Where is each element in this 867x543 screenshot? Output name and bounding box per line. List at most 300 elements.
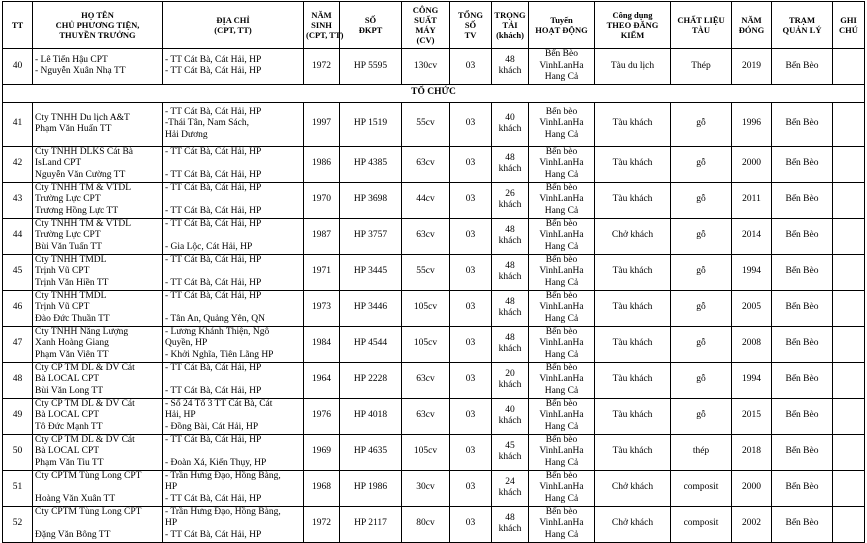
engine-power-cell <box>402 218 450 254</box>
cell-text: thép <box>692 446 710 457</box>
cell-line: Trường Lực CPT <box>35 194 101 205</box>
cell-text: 1964 <box>312 374 331 385</box>
note-cell <box>833 218 865 254</box>
cell-line: - Đoàn Xá, Kiến Thụy, HP <box>165 457 267 468</box>
registration-cell <box>340 254 402 290</box>
table-row <box>3 434 865 470</box>
row-number <box>3 362 33 398</box>
cell-text: 52 <box>12 518 23 529</box>
owner-cell <box>33 506 163 542</box>
address-cell <box>163 146 304 182</box>
cell-line: 48 <box>505 332 515 343</box>
note-cell <box>833 470 865 506</box>
owner-cell <box>33 254 163 290</box>
route-cell <box>529 254 595 290</box>
cell-line: Bến bèo <box>545 398 578 409</box>
engine-power-cell <box>402 49 450 85</box>
route-cell <box>529 102 595 146</box>
load-cell <box>492 102 529 146</box>
cell-line: Cty TNHH Năng Lượng <box>35 326 129 337</box>
material-cell <box>671 254 732 290</box>
cell-line: - TT Cát Bà, Cát Hải, HP <box>165 362 262 373</box>
cell-line: khách <box>498 524 522 534</box>
cell-text: 03 <box>465 338 476 349</box>
cell-line <box>35 482 160 494</box>
cell-line: Hải Dương <box>165 129 208 140</box>
build-year-cell <box>732 146 772 182</box>
load-cell <box>492 49 529 85</box>
cell-text: 63cv <box>416 230 435 241</box>
cell-line: Trường Lực CPT <box>35 230 101 241</box>
cell-text: Tàu khách <box>612 302 653 313</box>
build-year-cell <box>732 290 772 326</box>
build-year-cell <box>732 49 772 85</box>
table-row <box>3 470 865 506</box>
address-cell <box>163 506 304 542</box>
table-row <box>3 146 865 182</box>
cell-text: 2008 <box>742 338 761 349</box>
cell-line: khách <box>498 452 522 462</box>
crew-cell <box>450 398 492 434</box>
load-cell <box>492 326 529 362</box>
cell-text: Bến Bèo <box>785 158 819 169</box>
load-cell <box>492 398 529 434</box>
header-material: CHẤT LIỆU TÀU <box>671 2 732 49</box>
material-cell <box>671 146 732 182</box>
material-cell <box>671 434 732 470</box>
cell-line: Bến bèo <box>545 434 578 445</box>
cell-line: - TT Cát Bà, Cát Hải, HP <box>165 218 262 229</box>
cell-text: Bến Bèo <box>785 118 819 129</box>
note-cell <box>833 362 865 398</box>
cell-line: HP <box>165 482 178 493</box>
registration-cell <box>340 218 402 254</box>
cell-text: 2000 <box>742 482 761 493</box>
row-number <box>3 146 33 182</box>
cell-line: Cty TNHH TMDL <box>35 290 107 301</box>
crew-cell <box>450 182 492 218</box>
load-cell <box>492 434 529 470</box>
cell-text: 45 <box>12 266 23 277</box>
cell-line: Bến bèo <box>545 506 578 517</box>
cell-line: Cty TNHH TMDL <box>35 254 107 265</box>
cell-line: Bến bèo <box>545 254 578 265</box>
table-row <box>3 506 865 542</box>
crew-cell <box>450 362 492 398</box>
cell-line: VinhLanHa <box>539 410 584 421</box>
material-cell <box>671 49 732 85</box>
build-year-cell <box>732 218 772 254</box>
note-cell <box>833 290 865 326</box>
route-cell <box>529 506 595 542</box>
birth-year-cell <box>304 470 340 506</box>
birth-year-cell <box>304 102 340 146</box>
row-number <box>3 102 33 146</box>
station-cell <box>772 254 833 290</box>
usage-cell <box>595 254 671 290</box>
usage-cell <box>595 146 671 182</box>
row-number <box>3 49 33 85</box>
route-cell <box>529 434 595 470</box>
cell-text: Bến Bèo <box>785 374 819 385</box>
note-cell <box>833 434 865 470</box>
route-cell <box>529 49 595 85</box>
cell-text: 1972 <box>312 60 331 71</box>
cell-line: Bà LOCAL CPT <box>35 410 100 421</box>
cell-line: - Trần Hưng Đạo, Hồng Bàng, <box>165 470 281 481</box>
address-cell <box>163 362 304 398</box>
crew-cell <box>450 470 492 506</box>
usage-cell <box>595 290 671 326</box>
cell-line: Trịnh Vũ CPT <box>35 302 90 313</box>
crew-cell <box>450 218 492 254</box>
cell-line: Tô Đức Mạnh TT <box>35 421 103 432</box>
cell-line: Trịnh Vũ CPT <box>35 266 90 277</box>
registration-cell <box>340 362 402 398</box>
table-row <box>3 102 865 146</box>
cell-text: 42 <box>12 158 23 169</box>
cell-line: - Nguyễn Xuân Nhạ TT <box>35 66 126 77</box>
table-row <box>3 182 865 218</box>
cell-text: 1984 <box>312 338 331 349</box>
usage-cell <box>595 326 671 362</box>
cell-text: HP 4385 <box>353 158 388 169</box>
load-cell <box>492 506 529 542</box>
cell-line: Trịnh Văn Hiền TT <box>35 277 109 288</box>
cell-line: Phạm Văn Viên TT <box>35 349 109 360</box>
build-year-cell <box>732 362 772 398</box>
cell-text: Chở khách <box>611 482 654 493</box>
cell-line: Phạm Văn Huấn TT <box>35 124 112 134</box>
birth-year-cell <box>304 398 340 434</box>
engine-power-cell <box>402 102 450 146</box>
birth-year-cell <box>304 506 340 542</box>
cell-line: Hải, HP <box>165 410 196 421</box>
cell-line: Hang Cả <box>544 457 579 468</box>
cell-text: 03 <box>465 194 476 205</box>
cell-text: HP 5595 <box>353 60 388 71</box>
cell-text: gỗ <box>696 266 706 277</box>
cell-text: 2000 <box>742 158 761 169</box>
cell-line: khách <box>498 200 522 210</box>
cell-text: gỗ <box>696 194 706 205</box>
address-cell <box>163 290 304 326</box>
cell-text: gỗ <box>696 230 706 241</box>
table-row <box>3 254 865 290</box>
cell-line: - TT Cát Bà, Cát Hải, HP <box>165 146 262 157</box>
usage-cell <box>595 470 671 506</box>
header-crew: TỔNG SỐ TV <box>450 2 492 49</box>
cell-text: 03 <box>465 518 476 529</box>
header-engine-power: CÔNG SUẤT MÁY (CV) <box>402 2 450 49</box>
note-cell <box>833 254 865 290</box>
owner-cell <box>33 146 163 182</box>
cell-line: khách <box>498 416 522 426</box>
cell-line: Bến bèo <box>545 106 578 117</box>
station-cell <box>772 326 833 362</box>
cell-line: Cty TNHH DLKS Cát Bà <box>35 146 133 157</box>
birth-year-cell <box>304 49 340 85</box>
cell-text: 03 <box>465 482 476 493</box>
cell-line: Bà LOCAL CPT <box>35 446 100 457</box>
cell-line: - Lương Khánh Thiện, Ngô <box>165 326 270 337</box>
material-cell <box>671 102 732 146</box>
address-cell <box>163 102 304 146</box>
station-cell <box>772 434 833 470</box>
cell-text: 03 <box>465 446 476 457</box>
route-cell <box>529 146 595 182</box>
cell-line: - Trần Hưng Đạo, Hồng Bàng, <box>165 506 281 517</box>
cell-text: gỗ <box>696 374 706 385</box>
station-cell <box>772 49 833 85</box>
engine-power-cell <box>402 398 450 434</box>
cell-line: - Tân An, Quảng Yên, QN <box>165 313 265 324</box>
cell-line: Hang Cả <box>544 241 579 252</box>
cell-line <box>165 374 301 386</box>
material-cell <box>671 470 732 506</box>
cell-line: Hang Cả <box>544 72 579 82</box>
cell-text: 2018 <box>742 446 761 457</box>
cell-text: 130cv <box>413 60 438 71</box>
owner-cell <box>33 102 163 146</box>
cell-line: Bến bèo <box>545 290 578 301</box>
cell-text: 1996 <box>742 118 761 129</box>
group-row <box>3 84 865 102</box>
group-title: TỔ CHỨC <box>3 84 865 102</box>
crew-cell <box>450 290 492 326</box>
cell-line: Cty CPTM Tùng Long CPT <box>35 470 142 481</box>
owner-cell <box>33 362 163 398</box>
address-cell <box>163 49 304 85</box>
cell-line <box>165 230 301 242</box>
cell-text: Tàu du lịch <box>610 60 655 71</box>
cell-text: Bến Bèo <box>785 194 819 205</box>
cell-text: 51 <box>12 482 23 493</box>
owner-cell <box>33 326 163 362</box>
header-birth-year: NĂM SINH (CPT, TT) <box>304 2 340 49</box>
cell-text: HP 4018 <box>353 410 388 421</box>
cell-line: VinhLanHa <box>539 194 584 205</box>
cell-line: Bến bèo <box>545 362 578 373</box>
cell-line: - Lê Tiến Hậu CPT <box>35 54 108 65</box>
cell-line: VinhLanHa <box>539 230 584 241</box>
cell-line: 24 <box>505 476 515 487</box>
cell-text: 55cv <box>416 118 435 129</box>
cell-line: - TT Cát Bà, Cát Hải, HP <box>165 434 262 445</box>
cell-line: Cty CPTM Tùng Long CPT <box>35 506 142 517</box>
table-body <box>3 49 865 543</box>
cell-text: 03 <box>465 230 476 241</box>
load-cell <box>492 254 529 290</box>
cell-line: Nguyễn Văn Cường TT <box>35 169 126 180</box>
cell-text: HP 3445 <box>353 266 388 277</box>
registration-cell <box>340 434 402 470</box>
cell-text: 1986 <box>312 158 331 169</box>
cell-text: 03 <box>465 118 476 129</box>
owner-cell <box>33 398 163 434</box>
material-cell <box>671 290 732 326</box>
cell-text: 50 <box>12 446 23 457</box>
note-cell <box>833 102 865 146</box>
load-cell <box>492 182 529 218</box>
cell-text: composit <box>683 518 719 529</box>
row-number <box>3 254 33 290</box>
cell-text: Tàu khách <box>612 446 653 457</box>
row-number <box>3 290 33 326</box>
cell-text: Tàu khách <box>612 158 653 169</box>
cell-line: Bến bèo <box>545 326 578 337</box>
cell-text: 41 <box>12 118 23 129</box>
registration-cell <box>340 290 402 326</box>
row-number <box>3 182 33 218</box>
cell-line: - TT Cát Bà, Cát Hải, HP <box>165 182 262 193</box>
build-year-cell <box>732 398 772 434</box>
cell-line: - Khởi Nghĩa, Tiên Lãng HP <box>165 349 274 360</box>
birth-year-cell <box>304 434 340 470</box>
cell-text: 1968 <box>312 482 331 493</box>
header-owner: HỌ TÊN CHỦ PHƯƠNG TIỆN, THUYỀN TRƯỞNG <box>33 2 163 49</box>
cell-line: Bến bèo <box>545 182 578 193</box>
cell-line: 48 <box>505 152 515 163</box>
cell-line: - TT Cát Bà, Cát Hải, HP <box>165 106 262 117</box>
birth-year-cell <box>304 290 340 326</box>
cell-line: Bùi Văn Long TT <box>35 385 103 396</box>
cell-text: 105cv <box>413 338 438 349</box>
cell-line <box>165 158 301 170</box>
cell-text: composit <box>683 482 719 493</box>
engine-power-cell <box>402 362 450 398</box>
cell-text: 63cv <box>416 410 435 421</box>
cell-line: VinhLanHa <box>539 482 584 493</box>
cell-text: 63cv <box>416 374 435 385</box>
cell-line: - TT Cát Bà, Cát Hải, HP <box>165 54 262 65</box>
crew-cell <box>450 326 492 362</box>
cell-text: Chở khách <box>611 230 654 241</box>
cell-line: VinhLanHa <box>539 518 584 529</box>
cell-line: Hang Cả <box>544 313 579 324</box>
cell-text: Bến Bèo <box>785 266 819 277</box>
birth-year-cell <box>304 182 340 218</box>
cell-text: 105cv <box>413 302 438 313</box>
cell-line: Bến bèo <box>545 146 578 157</box>
cell-text: Bến Bèo <box>785 230 819 241</box>
cell-text: 1994 <box>742 374 761 385</box>
station-cell <box>772 290 833 326</box>
header-registration: SỐ ĐKPT <box>340 2 402 49</box>
cell-line: - TT Cát Bà, Cát Hải, HP <box>165 529 262 540</box>
cell-text: 2011 <box>742 194 761 205</box>
cell-line: Hang Cả <box>544 277 579 288</box>
cell-text: 1976 <box>312 410 331 421</box>
address-cell <box>163 218 304 254</box>
cell-text: 47 <box>12 338 23 349</box>
cell-line: 40 <box>505 404 515 415</box>
cell-line: Hang Cả <box>544 169 579 180</box>
note-cell <box>833 506 865 542</box>
cell-line: 48 <box>505 260 515 271</box>
address-cell <box>163 398 304 434</box>
address-cell <box>163 254 304 290</box>
row-number <box>3 218 33 254</box>
usage-cell <box>595 218 671 254</box>
usage-cell <box>595 102 671 146</box>
cell-text: 44 <box>12 230 23 241</box>
cell-line: VinhLanHa <box>539 158 584 169</box>
cell-line: Hang Cả <box>544 129 579 140</box>
station-cell <box>772 398 833 434</box>
cell-text: gỗ <box>696 338 706 349</box>
cell-text: 40 <box>12 60 23 71</box>
cell-text: gỗ <box>696 118 706 129</box>
cell-line: VinhLanHa <box>539 446 584 457</box>
material-cell <box>671 218 732 254</box>
material-cell <box>671 506 732 542</box>
table-row <box>3 218 865 254</box>
cell-line: khách <box>498 164 522 174</box>
cell-line <box>165 302 301 314</box>
cell-line: - TT Cát Bà, Cát Hải, HP <box>165 66 262 77</box>
cell-line: 20 <box>505 368 515 379</box>
engine-power-cell <box>402 470 450 506</box>
cell-text: HP 1986 <box>353 482 388 493</box>
cell-text: Bến Bèo <box>785 60 819 71</box>
registration-cell <box>340 146 402 182</box>
route-cell <box>529 398 595 434</box>
engine-power-cell <box>402 326 450 362</box>
birth-year-cell <box>304 146 340 182</box>
owner-cell <box>33 434 163 470</box>
header-usage: Công dụng THEO ĐĂNG KIỂM <box>595 2 671 49</box>
header-station: TRẠM QUẢN LÝ <box>772 2 833 49</box>
cell-text: HP 2228 <box>353 374 388 385</box>
cell-text: Bến Bèo <box>785 482 819 493</box>
station-cell <box>772 102 833 146</box>
station-cell <box>772 470 833 506</box>
crew-cell <box>450 102 492 146</box>
row-number <box>3 470 33 506</box>
cell-line: Phạm Văn Tiu TT <box>35 457 104 468</box>
cell-text: gỗ <box>696 302 706 313</box>
cell-line: VinhLanHa <box>539 338 584 349</box>
owner-cell <box>33 218 163 254</box>
cell-text: 30cv <box>416 482 435 493</box>
crew-cell <box>450 146 492 182</box>
cell-line: 48 <box>505 54 515 65</box>
build-year-cell <box>732 434 772 470</box>
cell-text: 1971 <box>312 266 331 277</box>
owner-cell <box>33 470 163 506</box>
cell-line: 48 <box>505 512 515 523</box>
route-cell <box>529 362 595 398</box>
note-cell <box>833 326 865 362</box>
note-cell <box>833 182 865 218</box>
cell-line: Hang Cả <box>544 205 579 216</box>
cell-line: - TT Cát Bà, Cát Hải, HP <box>165 290 262 301</box>
route-cell <box>529 470 595 506</box>
cell-text: 49 <box>12 410 23 421</box>
cell-line: - Gia Lộc, Cát Hải, HP <box>165 241 253 252</box>
usage-cell <box>595 434 671 470</box>
cell-line: Quyền, HP <box>165 338 208 349</box>
usage-cell <box>595 49 671 85</box>
cell-line: - TT Cát Bà, Cát Hải, HP <box>165 277 262 288</box>
cell-text: 1994 <box>742 266 761 277</box>
usage-cell <box>595 398 671 434</box>
cell-text: HP 1519 <box>353 118 388 129</box>
material-cell <box>671 398 732 434</box>
crew-cell <box>450 506 492 542</box>
cell-line: VinhLanHa <box>539 118 584 129</box>
